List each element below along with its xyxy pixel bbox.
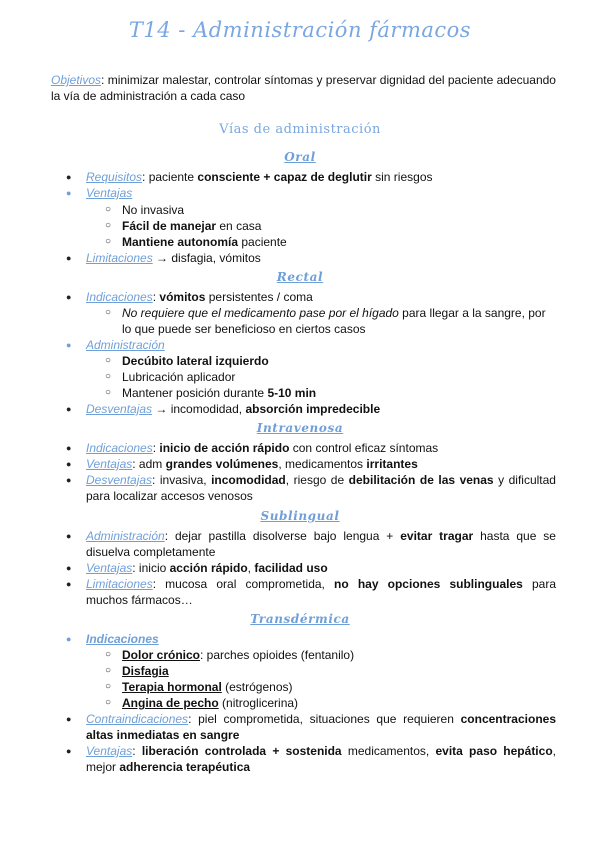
text: , medicamentos bbox=[278, 457, 367, 471]
text: : bbox=[152, 290, 160, 304]
text-bold-underline: Dolor crónico bbox=[122, 648, 201, 662]
text-bold: debilitación de las venas bbox=[348, 473, 494, 487]
text: para localizar accesos venosos bbox=[86, 489, 253, 503]
text: persistentes / coma bbox=[205, 290, 313, 304]
oral-ventajas bbox=[0, 185, 600, 201]
text: para llegar a la sangre, por bbox=[398, 306, 546, 320]
bullet-icon: ● bbox=[66, 475, 72, 485]
circle-bullet-icon: ○ bbox=[105, 220, 112, 231]
text: y dificultad bbox=[493, 473, 556, 487]
text: , bbox=[247, 561, 255, 575]
text-bold: irritantes bbox=[366, 457, 418, 471]
text: : inicio bbox=[132, 561, 170, 575]
text-bold: inicio de acción rápido bbox=[159, 441, 290, 455]
circle-bullet-icon: ○ bbox=[105, 236, 112, 247]
td-indicaciones bbox=[0, 631, 600, 647]
circle-bullet-icon: ○ bbox=[105, 697, 112, 708]
td-i2 bbox=[0, 663, 600, 679]
page-title: T14 - Administración fármacos bbox=[128, 18, 472, 42]
bullet-icon: ● bbox=[66, 579, 72, 589]
text: : mucosa oral comprometida, bbox=[152, 577, 335, 591]
label-indicaciones: Indicaciones bbox=[86, 441, 153, 455]
text: : invasiva, bbox=[152, 473, 212, 487]
text-italic: No requiere que el medicamento pase por el hígado bbox=[122, 306, 399, 320]
text: para bbox=[522, 577, 556, 591]
rectal-indicaciones bbox=[0, 289, 600, 305]
rectal-a1 bbox=[0, 353, 600, 369]
sub-administracion-2 bbox=[0, 544, 600, 560]
bullet-icon: ● bbox=[66, 563, 72, 573]
label-ventajas: Ventajas bbox=[86, 744, 133, 758]
text: : piel comprometida, situaciones que requieren bbox=[188, 712, 461, 726]
heading-transdermica: Transdérmica bbox=[250, 612, 350, 626]
circle-bullet-icon: ○ bbox=[105, 665, 112, 676]
td-ventajas-2 bbox=[0, 759, 600, 775]
text: Lubricación aplicador bbox=[122, 370, 236, 384]
text-bold: Decúbito lateral izquierdo bbox=[122, 354, 269, 368]
bullet-icon: ● bbox=[66, 714, 72, 724]
text: : adm bbox=[132, 457, 166, 471]
oral-v2 bbox=[0, 218, 600, 234]
bullet-icon: ● bbox=[66, 634, 72, 644]
text-bold: Mantiene autonomía bbox=[122, 235, 239, 249]
label-ventajas: Ventajas bbox=[86, 561, 133, 575]
text-bold: vómitos bbox=[159, 290, 206, 304]
text: medicamentos, bbox=[341, 744, 436, 758]
label-ventajas: Ventajas bbox=[86, 186, 133, 200]
rectal-note-2 bbox=[0, 321, 600, 337]
td-i4 bbox=[0, 695, 600, 711]
circle-bullet-icon: ○ bbox=[105, 307, 112, 318]
bullet-icon: ● bbox=[66, 404, 72, 414]
circle-bullet-icon: ○ bbox=[105, 355, 112, 366]
label-administracion: Administración bbox=[86, 338, 165, 352]
text-bold: grandes volúmenes bbox=[165, 457, 279, 471]
text: disuelva completamente bbox=[86, 545, 216, 559]
sub-limitaciones bbox=[0, 576, 600, 592]
text-bold: evitar tragar bbox=[400, 529, 474, 543]
bullet-icon: ● bbox=[66, 188, 72, 198]
label-administracion: Administración bbox=[86, 529, 165, 543]
text: mejor bbox=[86, 760, 120, 774]
text: (estrógenos) bbox=[221, 680, 293, 694]
oral-limitaciones bbox=[0, 250, 600, 266]
rectal-a3 bbox=[0, 385, 600, 401]
td-contraindicaciones-2 bbox=[0, 727, 600, 743]
bullet-icon: ● bbox=[66, 340, 72, 350]
rectal-note-1 bbox=[0, 305, 600, 321]
oral-v1 bbox=[0, 202, 600, 218]
circle-bullet-icon: ○ bbox=[105, 649, 112, 660]
label-indicaciones: Indicaciones bbox=[86, 290, 153, 304]
text-bold: Fácil de manejar bbox=[122, 219, 217, 233]
text: , riesgo de bbox=[285, 473, 349, 487]
text-bold: 5-10 min bbox=[267, 386, 317, 400]
intro-label: Objetivos bbox=[51, 73, 102, 87]
text-bold: adherencia terapéutica bbox=[119, 760, 251, 774]
text-bold: altas inmediatas en sangre bbox=[86, 728, 240, 742]
text-bold: no hay opciones sublinguales bbox=[334, 577, 523, 591]
text: hasta que se bbox=[473, 529, 556, 543]
label-limitaciones: Limitaciones bbox=[86, 251, 153, 265]
td-contraindicaciones bbox=[0, 711, 600, 727]
circle-bullet-icon: ○ bbox=[105, 387, 112, 398]
bullet-icon: ● bbox=[66, 746, 72, 756]
text: con control eficaz síntomas bbox=[289, 441, 439, 455]
section-subtitle: Vías de administración bbox=[219, 122, 381, 137]
text-bold: concentraciones bbox=[460, 712, 556, 726]
text: lo que puede ser beneficioso en ciertos casos bbox=[122, 322, 366, 336]
heading-intravenosa: Intravenosa bbox=[256, 421, 344, 435]
bullet-icon: ● bbox=[66, 253, 72, 263]
td-i1 bbox=[0, 647, 600, 663]
text-bold: facilidad uso bbox=[254, 561, 328, 575]
text-bold: incomodidad bbox=[211, 473, 286, 487]
heading-oral: Oral bbox=[284, 150, 316, 164]
text-bold: liberación controlada + sostenida bbox=[141, 744, 342, 758]
text-bold: evita paso hepático bbox=[435, 744, 553, 758]
bullet-icon: ● bbox=[66, 172, 72, 182]
text-bold-underline: Disfagia bbox=[122, 664, 169, 678]
bullet-icon: ● bbox=[66, 459, 72, 469]
sub-limitaciones-2 bbox=[0, 592, 600, 608]
text: → incomodidad, bbox=[152, 402, 246, 416]
text: , bbox=[552, 744, 556, 758]
label-indicaciones: Indicaciones bbox=[86, 632, 159, 646]
text: sin riesgos bbox=[371, 170, 433, 184]
text-bold-underline: Angina de pecho bbox=[122, 696, 219, 710]
rectal-a2 bbox=[0, 369, 600, 385]
text: No invasiva bbox=[122, 203, 185, 217]
intro-text-2: adecuando la vía de administración a cada caso bbox=[51, 73, 556, 103]
circle-bullet-icon: ○ bbox=[105, 204, 112, 215]
oral-v3 bbox=[0, 234, 600, 250]
text: : paciente bbox=[142, 170, 198, 184]
text: : parches opioides (fentanilo) bbox=[200, 648, 355, 662]
bullet-icon: ● bbox=[66, 443, 72, 453]
rectal-administracion bbox=[0, 337, 600, 353]
rectal-desventajas bbox=[0, 401, 600, 417]
label-desventajas: Desventajas bbox=[86, 402, 153, 416]
sub-ventajas bbox=[0, 560, 600, 576]
iv-ventajas bbox=[0, 456, 600, 472]
intro-paragraph bbox=[51, 72, 556, 104]
text: : dejar pastilla disolverse bajo lengua + bbox=[164, 529, 401, 543]
intro-text-1: : minimizar malestar, controlar síntomas y preservar dignidad del paciente bbox=[101, 73, 494, 87]
circle-bullet-icon: ○ bbox=[105, 371, 112, 382]
text-bold: absorción impredecible bbox=[245, 402, 381, 416]
label-contraindicaciones: Contraindicaciones bbox=[86, 712, 189, 726]
label-desventajas: Desventajas bbox=[86, 473, 153, 487]
text: (nitroglicerina) bbox=[218, 696, 299, 710]
bullet-icon: ● bbox=[66, 292, 72, 302]
text: muchos fármacos… bbox=[86, 593, 193, 607]
label-ventajas: Ventajas bbox=[86, 457, 133, 471]
text-bold: acción rápido bbox=[169, 561, 248, 575]
iv-desventajas bbox=[0, 472, 600, 488]
text: paciente bbox=[238, 235, 287, 249]
iv-indicaciones bbox=[0, 440, 600, 456]
text: → disfagia, vómitos bbox=[152, 251, 261, 265]
text: en casa bbox=[216, 219, 262, 233]
text: : bbox=[132, 744, 142, 758]
label-requisitos: Requisitos bbox=[86, 170, 143, 184]
label-limitaciones: Limitaciones bbox=[86, 577, 153, 591]
text: : bbox=[152, 441, 160, 455]
sub-administracion bbox=[0, 528, 600, 544]
td-ventajas bbox=[0, 743, 600, 759]
text-bold-underline: Terapia hormonal bbox=[122, 680, 222, 694]
text: Mantener posición durante bbox=[122, 386, 268, 400]
heading-rectal: Rectal bbox=[276, 270, 324, 284]
iv-desventajas-2 bbox=[0, 488, 600, 504]
bullet-icon: ● bbox=[66, 531, 72, 541]
text-bold: consciente + capaz de deglutir bbox=[197, 170, 372, 184]
oral-requisitos bbox=[0, 169, 600, 185]
heading-sublingual: Sublingual bbox=[260, 509, 340, 523]
circle-bullet-icon: ○ bbox=[105, 681, 112, 692]
td-i3 bbox=[0, 679, 600, 695]
